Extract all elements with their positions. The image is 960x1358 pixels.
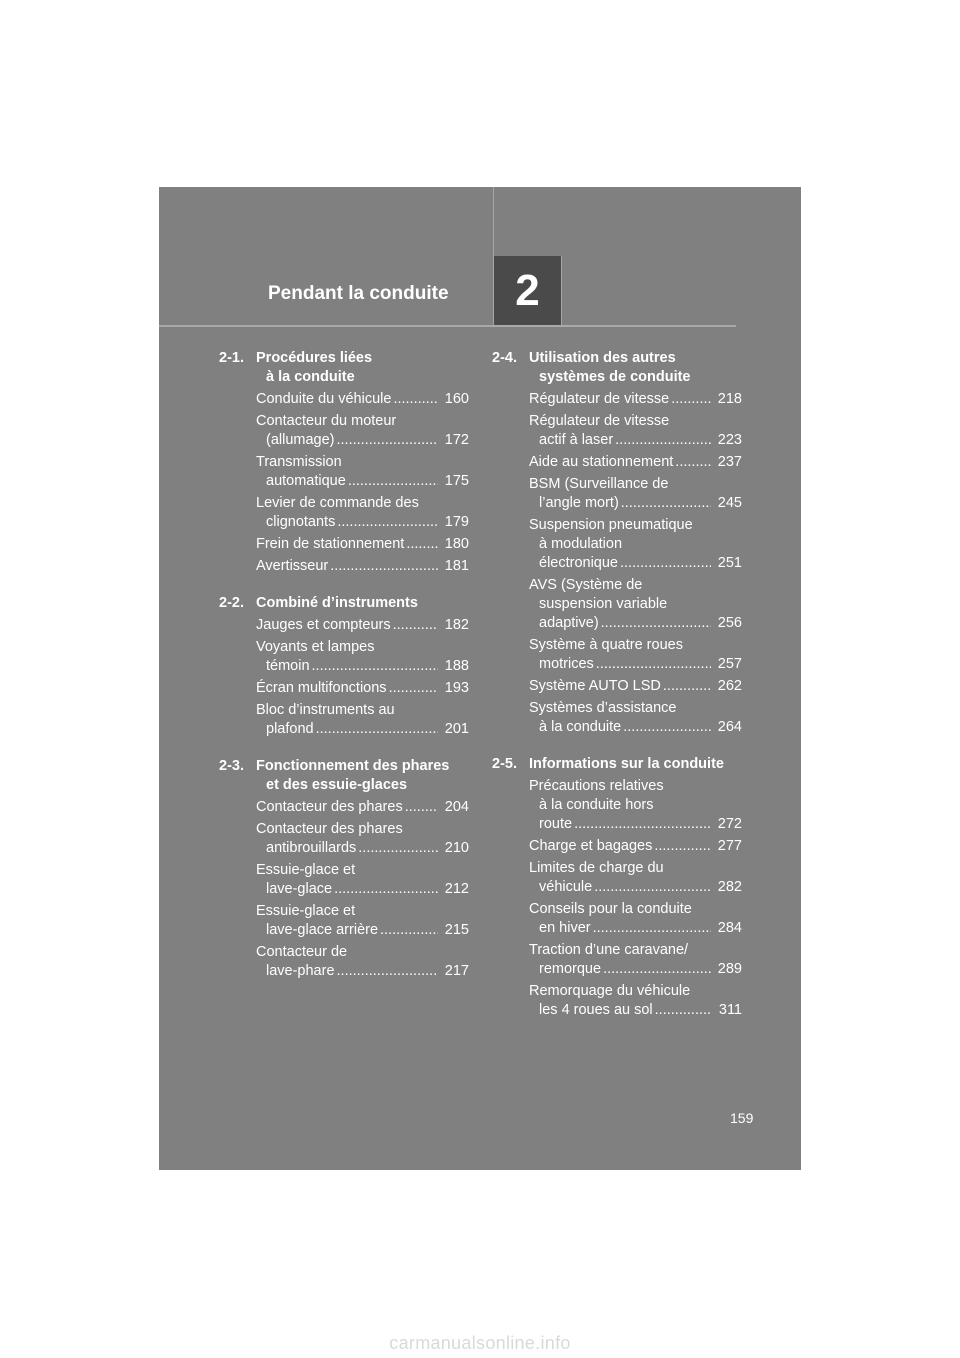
entry-page-number: 160 <box>444 391 469 407</box>
entry-page-number: 251 <box>717 555 742 571</box>
entry-last-line <box>256 880 469 899</box>
leader-dots <box>393 616 438 635</box>
entry-text: Conduite du véhicule <box>256 391 392 407</box>
entry-page-number: 245 <box>717 495 742 511</box>
entry-text: les 4 roues au sol <box>539 1002 653 1018</box>
entry-text: Suspension pneumatique <box>529 517 693 533</box>
toc-entry[interactable] <box>529 412 742 450</box>
entry-text: Aide au stationnement <box>529 454 674 470</box>
toc-entry[interactable] <box>529 900 742 938</box>
toc-entry[interactable] <box>529 777 742 834</box>
leader-dots <box>312 657 438 676</box>
entry-last-line <box>256 616 469 635</box>
toc-entry[interactable] <box>256 390 469 409</box>
entry-page-number: 201 <box>444 721 469 737</box>
entry-page-number: 182 <box>444 617 469 633</box>
toc-entry[interactable] <box>256 535 469 554</box>
leader-dots <box>406 535 438 554</box>
entry-text: Régulateur de vitesse <box>529 391 670 407</box>
entry-last-line <box>256 535 469 554</box>
entry-text: Bloc d’instruments au <box>256 702 395 718</box>
entry-text: plafond <box>266 721 314 737</box>
entry-page-number: 289 <box>717 961 742 977</box>
entry-text: (allumage) <box>266 432 335 448</box>
leader-dots <box>337 513 438 532</box>
entry-page-number: 215 <box>444 922 469 938</box>
section-title <box>256 349 469 387</box>
entry-last-line <box>529 837 742 856</box>
entry-page-number: 172 <box>444 432 469 448</box>
toc-entry[interactable] <box>529 677 742 696</box>
entry-page-number: 218 <box>717 391 742 407</box>
entry-text: Essuie-glace et <box>256 862 356 878</box>
entry-last-line <box>529 554 742 573</box>
entry-text: en hiver <box>539 920 591 936</box>
entry-text: véhicule <box>539 879 593 895</box>
entry-text: automatique <box>266 473 346 489</box>
entry-text: lave-glace <box>266 881 333 897</box>
entry-last-line <box>529 1001 742 1020</box>
entry-text: Système AUTO LSD <box>529 678 661 694</box>
entry-last-line <box>256 557 469 576</box>
toc-entry[interactable] <box>256 701 469 739</box>
section-title <box>529 755 742 774</box>
entry-text: Transmission <box>256 454 342 470</box>
entry-page-number: 212 <box>444 881 469 897</box>
entry-last-line <box>529 718 742 737</box>
header-divider-horizontal <box>159 325 736 327</box>
entry-text: route <box>539 816 573 832</box>
section-heading <box>219 349 469 387</box>
toc-entry[interactable] <box>256 798 469 817</box>
chapter-title: Pendant la conduite <box>268 283 449 304</box>
toc-entry[interactable] <box>256 902 469 940</box>
entry-text: à la conduite hors <box>539 797 654 813</box>
toc-entry[interactable] <box>256 557 469 576</box>
section-heading <box>219 594 469 613</box>
toc-entry[interactable] <box>529 982 742 1020</box>
entry-text: Levier de commande des <box>256 495 419 511</box>
toc-entry[interactable] <box>256 494 469 532</box>
section-title <box>256 757 469 795</box>
entry-last-line <box>529 614 742 633</box>
entry-text: Frein de stationnement <box>256 536 405 552</box>
toc-entry[interactable] <box>256 638 469 676</box>
toc-section <box>219 757 469 981</box>
entry-page-number: 311 <box>718 1002 742 1018</box>
leader-dots <box>675 453 711 472</box>
leader-dots <box>358 839 438 858</box>
entry-page-number: 188 <box>444 658 469 674</box>
section-number: 2-3. <box>219 758 244 774</box>
toc-entry[interactable] <box>256 616 469 635</box>
section-title-line: Fonctionnement des phares <box>256 758 450 774</box>
toc-entry[interactable] <box>529 699 742 737</box>
entry-text: AVS (Système de <box>529 577 643 593</box>
toc-section <box>492 349 742 737</box>
leader-dots <box>574 815 711 834</box>
entry-text: Jauges et compteurs <box>256 617 391 633</box>
section-heading <box>492 755 742 774</box>
leader-dots <box>348 472 438 491</box>
entry-text: actif à laser <box>539 432 614 448</box>
entry-text: l’angle mort) <box>539 495 619 511</box>
section-heading <box>219 757 469 795</box>
entry-page-number: 237 <box>717 454 742 470</box>
leader-dots <box>405 798 438 817</box>
toc-entry[interactable] <box>529 859 742 897</box>
entry-last-line <box>256 679 469 698</box>
section-title <box>529 349 742 387</box>
toc-entry[interactable] <box>529 390 742 409</box>
entry-text: Précautions relatives <box>529 778 664 794</box>
toc-section <box>219 349 469 576</box>
section-title-line: Combiné d’instruments <box>256 595 418 611</box>
section-heading <box>492 349 742 387</box>
leader-dots <box>389 679 438 698</box>
toc-entry[interactable] <box>256 453 469 491</box>
entry-page-number: 272 <box>717 816 742 832</box>
entry-last-line <box>256 720 469 739</box>
entry-page-number: 277 <box>717 838 742 854</box>
entry-last-line <box>529 431 742 450</box>
toc-section <box>219 594 469 739</box>
entry-page-number: 257 <box>717 656 742 672</box>
entry-last-line <box>529 390 742 409</box>
entry-last-line <box>256 657 469 676</box>
entry-last-line <box>529 960 742 979</box>
toc-entry[interactable] <box>529 837 742 856</box>
entry-page-number: 282 <box>717 879 742 895</box>
section-number: 2-5. <box>492 756 517 772</box>
chapter-number-box <box>493 256 562 325</box>
entry-text: lave-phare <box>266 963 335 979</box>
leader-dots <box>663 677 711 696</box>
entry-text: Avertisseur <box>256 558 329 574</box>
entry-page-number: 284 <box>717 920 742 936</box>
entry-text: adaptive) <box>539 615 599 631</box>
toc-entry[interactable] <box>256 412 469 450</box>
leader-dots <box>337 431 439 450</box>
entry-page-number: 179 <box>444 514 469 530</box>
header-divider-vertical <box>493 187 494 256</box>
entry-last-line <box>529 878 742 897</box>
leader-dots <box>621 494 711 513</box>
leader-dots <box>601 614 711 633</box>
entry-text: Remorquage du véhicule <box>529 983 691 999</box>
entry-text: Systèmes d’assistance <box>529 700 677 716</box>
section-title-line: Utilisation des autres <box>529 350 676 366</box>
toc-entry[interactable] <box>529 453 742 472</box>
toc-column-right <box>492 349 742 1038</box>
section-title-line: systèmes de conduite <box>539 369 691 385</box>
entry-last-line <box>256 921 469 940</box>
entry-last-line <box>256 839 469 858</box>
entry-page-number: 181 <box>444 558 469 574</box>
toc-entry[interactable] <box>256 679 469 698</box>
entry-text: électronique <box>539 555 618 571</box>
section-title-line: à la conduite <box>266 369 355 385</box>
entry-text: Régulateur de vitesse <box>529 413 670 429</box>
entry-page-number: 180 <box>444 536 469 552</box>
toc-section <box>492 755 742 1020</box>
entry-text: Contacteur du moteur <box>256 413 397 429</box>
leader-dots <box>316 720 438 739</box>
toc-entry[interactable] <box>529 576 742 633</box>
entry-text: Conseils pour la conduite <box>529 901 692 917</box>
entry-page-number: 223 <box>717 432 742 448</box>
leader-dots <box>593 919 711 938</box>
entry-text: Contacteur des phares <box>256 799 403 815</box>
toc-entry[interactable] <box>529 636 742 674</box>
toc-entry[interactable] <box>256 943 469 981</box>
section-number: 2-1. <box>219 350 244 366</box>
entry-last-line <box>529 494 742 513</box>
section-title-line: Informations sur la conduite <box>529 756 724 772</box>
leader-dots <box>620 554 711 573</box>
leader-dots <box>334 880 438 899</box>
entry-page-number: 210 <box>444 840 469 856</box>
entry-text: Charge et bagages <box>529 838 653 854</box>
section-number: 2-4. <box>492 350 517 366</box>
toc-entry[interactable] <box>256 861 469 899</box>
entry-page-number: 264 <box>717 719 742 735</box>
entry-text: remorque <box>539 961 602 977</box>
section-title-line: et des essuie-glaces <box>266 777 408 793</box>
entry-text: Contacteur de <box>256 944 348 960</box>
leader-dots <box>330 557 438 576</box>
leader-dots <box>596 655 711 674</box>
leader-dots <box>671 390 711 409</box>
entry-last-line <box>256 798 469 817</box>
entry-last-line <box>256 472 469 491</box>
entry-text: clignotants <box>266 514 336 530</box>
entry-page-number: 217 <box>444 963 469 979</box>
leader-dots <box>655 1001 711 1020</box>
entry-text: lave-glace arrière <box>266 922 379 938</box>
leader-dots <box>615 431 711 450</box>
leader-dots <box>603 960 711 979</box>
entry-page-number: 175 <box>444 473 469 489</box>
entry-page-number: 256 <box>717 615 742 631</box>
entry-text: antibrouillards <box>266 840 357 856</box>
entry-text: témoin <box>266 658 310 674</box>
entry-text: à la conduite <box>539 719 622 735</box>
entry-text: à modulation <box>539 536 623 552</box>
entry-text: Essuie-glace et <box>256 903 356 919</box>
entry-last-line <box>256 962 469 981</box>
toc-entry[interactable] <box>529 516 742 573</box>
entry-last-line <box>529 677 742 696</box>
section-title-line: Procédures liées <box>256 350 373 366</box>
entry-text: suspension variable <box>539 596 668 612</box>
entry-text: motrices <box>539 656 594 672</box>
entry-last-line <box>529 919 742 938</box>
entry-text: Traction d’une caravane/ <box>529 942 689 958</box>
section-title <box>256 594 469 613</box>
chapter-number: 2 <box>515 265 540 315</box>
entry-text: Contacteur des phares <box>256 821 403 837</box>
toc-entry[interactable] <box>529 475 742 513</box>
leader-dots <box>337 962 438 981</box>
toc-column-left <box>219 349 469 999</box>
leader-dots <box>393 390 438 409</box>
toc-entry[interactable] <box>529 941 742 979</box>
entry-text: Voyants et lampes <box>256 639 375 655</box>
entry-text: Système à quatre roues <box>529 637 683 653</box>
leader-dots <box>623 718 711 737</box>
entry-text: Limites de charge du <box>529 860 664 876</box>
leader-dots <box>654 837 711 856</box>
toc-entry[interactable] <box>256 820 469 858</box>
entry-page-number: 193 <box>444 680 469 696</box>
entry-last-line <box>256 431 469 450</box>
entry-last-line <box>529 815 742 834</box>
leader-dots <box>594 878 711 897</box>
section-number: 2-2. <box>219 595 244 611</box>
entry-page-number: 262 <box>717 678 742 694</box>
entry-page-number: 204 <box>444 799 469 815</box>
entry-text: BSM (Surveillance de <box>529 476 669 492</box>
entry-text: Écran multifonctions <box>256 680 387 696</box>
page-number: 159 <box>730 1110 754 1126</box>
entry-last-line <box>529 655 742 674</box>
leader-dots <box>380 921 438 940</box>
watermark: carmanualsonline.info <box>389 1333 571 1353</box>
entry-last-line <box>256 390 469 409</box>
entry-last-line <box>529 453 742 472</box>
entry-last-line <box>256 513 469 532</box>
